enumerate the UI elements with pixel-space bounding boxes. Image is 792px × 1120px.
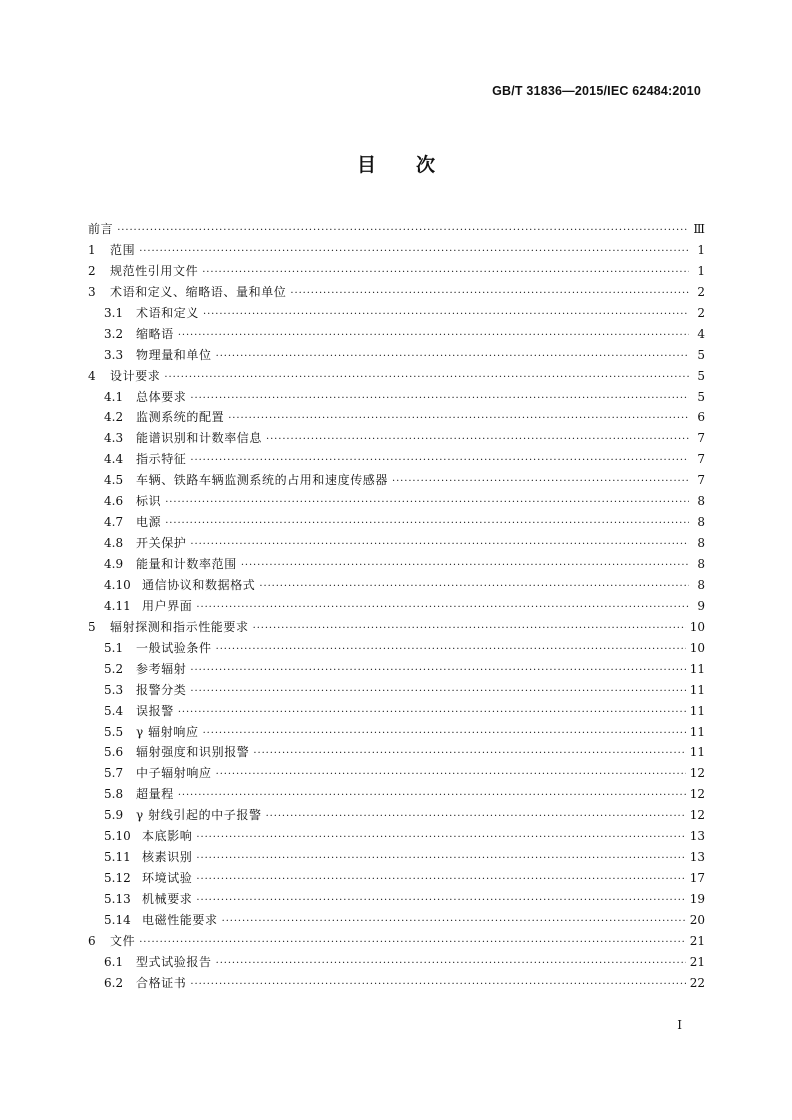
toc-entry-title: 用户界面 [142, 598, 193, 613]
toc-entry-number: 6.2 [104, 975, 124, 990]
toc-entry-title: 开关保护 [136, 536, 187, 551]
toc-entry-page: 5 [697, 389, 705, 404]
toc-entry-page: 4 [697, 326, 705, 341]
toc-entry-title: 术语和定义 [136, 305, 200, 320]
toc-leader-dots [165, 514, 689, 535]
toc-entry-page: 7 [697, 473, 705, 488]
toc-leader-dots [165, 493, 689, 514]
page-title [0, 150, 792, 177]
toc-entry[interactable] [88, 345, 705, 366]
toc-entry[interactable] [88, 575, 705, 596]
toc-entry-page: 8 [697, 515, 705, 530]
toc-entry[interactable] [88, 449, 705, 470]
toc-entry-title: 总体要求 [136, 389, 187, 404]
toc-entry-page: 8 [697, 577, 705, 592]
toc-entry-number: 4.7 [104, 515, 124, 530]
toc-entry-title: 能量和计数率范围 [136, 557, 237, 571]
toc-entry-title: 车辆、铁路车辆监测系统的占用和速度传感器 [136, 473, 389, 488]
toc-leader-dots [190, 535, 689, 556]
toc-entry[interactable] [88, 407, 705, 428]
toc-entry-number: 3.2 [104, 326, 124, 341]
toc-leader-dots [203, 724, 686, 745]
toc-leader-dots [196, 870, 685, 891]
toc-entry-page: Ⅲ [693, 222, 705, 236]
toc-entry-title: 一般试验条件 [136, 640, 212, 655]
toc-entry-page: 8 [697, 536, 705, 551]
toc-entry[interactable] [88, 868, 705, 889]
toc-entry[interactable] [88, 387, 705, 408]
toc-entry-page: 8 [697, 557, 705, 571]
toc-entry-number: 4.9 [104, 557, 124, 571]
toc-entry[interactable] [88, 680, 705, 701]
toc-entry-number: 5.3 [104, 682, 124, 697]
toc-leader-dots [216, 954, 686, 975]
title-char-1: 目 [356, 154, 376, 176]
toc-leader-dots [196, 598, 689, 619]
toc-leader-dots [196, 828, 685, 849]
toc-entry-title: 术语和定义、缩略语、量和单位 [110, 284, 287, 299]
toc-entry-number: 4.10 [104, 577, 131, 592]
toc-entry-number: 4 [88, 368, 96, 383]
toc-entry-title: 规范性引用文件 [110, 263, 199, 278]
toc-entry[interactable] [88, 701, 705, 722]
toc-leader-dots [196, 891, 685, 912]
toc-entry-page: 1 [697, 242, 705, 257]
toc-entry-number: 5.5 [104, 724, 124, 739]
toc-entry[interactable] [88, 784, 705, 805]
toc-leader-dots [203, 305, 689, 326]
toc-entry-number: 5.4 [104, 703, 124, 718]
toc-entry-page: 7 [697, 452, 705, 467]
toc-leader-dots [190, 389, 689, 410]
toc-entry-title: 设计要求 [110, 368, 161, 383]
toc-entry-number: 5.9 [104, 808, 124, 823]
toc-entry-title: 超量程 [136, 787, 174, 802]
toc-entry-title: 核素识别 [142, 850, 193, 865]
toc-entry-title: 合格证书 [136, 975, 187, 990]
toc-entry-title: 前言 [88, 222, 114, 236]
toc-entry[interactable] [88, 512, 705, 533]
toc-entry[interactable] [88, 303, 705, 324]
toc-entry[interactable] [88, 826, 705, 847]
toc-entry-number: 5.6 [104, 745, 124, 760]
toc-entry-number: 5.8 [104, 787, 124, 802]
toc-entry-title: 范围 [110, 242, 136, 257]
toc-entry-title: 辐射探测和指示性能要求 [110, 619, 249, 634]
toc-leader-dots [259, 577, 689, 598]
toc-entry-page: 5 [697, 347, 705, 362]
toc-entry-title: 电源 [136, 515, 162, 530]
toc-leader-dots [241, 556, 689, 577]
toc-entry[interactable] [88, 428, 705, 449]
toc-entry-title: 通信协议和数据格式 [142, 577, 256, 592]
page-number: I [677, 1018, 682, 1032]
toc-entry-page: 11 [689, 661, 705, 676]
toc-entry[interactable] [88, 910, 705, 931]
toc-entry[interactable] [88, 973, 705, 994]
toc-entry[interactable] [88, 240, 705, 261]
toc-entry-page: 11 [689, 724, 705, 739]
toc-leader-dots [117, 221, 689, 242]
toc-entry-page: 11 [689, 703, 705, 718]
toc-entry-number: 4.3 [104, 431, 124, 446]
toc-entry-number: 4.6 [104, 494, 124, 509]
title-char-2: 次 [416, 154, 436, 176]
toc-entry-page: 10 [689, 640, 705, 655]
toc-entry-title: 能谱识别和计数率信息 [136, 431, 263, 446]
toc-entry-page: 7 [697, 431, 705, 446]
toc-entry[interactable] [88, 491, 705, 512]
toc-entry-title: 标识 [136, 494, 162, 509]
toc-entry-page: 10 [689, 619, 705, 634]
toc-entry-number: 4.4 [104, 452, 124, 467]
toc-entry-page: 17 [689, 871, 705, 886]
toc-leader-dots [216, 640, 686, 661]
toc-entry-title: γ 射线引起的中子报警 [136, 808, 262, 823]
toc-entry-title: 物理量和单位 [136, 347, 212, 362]
toc-entry-number: 4.2 [104, 410, 124, 425]
toc-entry-title: 指示特征 [136, 452, 187, 467]
toc-entry-title: 参考辐射 [136, 661, 187, 676]
toc-entry-page: 11 [689, 745, 705, 760]
toc-leader-dots [266, 807, 686, 828]
toc-entry-page: 12 [689, 766, 705, 781]
toc-entry[interactable] [88, 847, 705, 868]
toc-entry-page: 8 [697, 494, 705, 509]
toc-entry-number: 5.12 [104, 871, 131, 886]
toc-entry-page: 9 [697, 598, 705, 613]
toc-entry[interactable] [88, 219, 705, 240]
toc-entry-number: 4.8 [104, 536, 124, 551]
toc-entry[interactable] [88, 366, 705, 387]
toc-leader-dots [139, 242, 689, 263]
toc-entry-number: 3 [88, 284, 96, 299]
toc-entry-title: 文件 [110, 933, 136, 948]
toc-entry-title: 机械要求 [142, 892, 193, 906]
toc-entry-page: 2 [697, 305, 705, 320]
toc-leader-dots [164, 368, 689, 389]
toc-entry[interactable] [88, 596, 705, 617]
toc-entry-number: 6 [88, 933, 96, 948]
toc-leader-dots [178, 786, 686, 807]
toc-entry-page: 21 [689, 954, 705, 969]
toc-entry-page: 2 [697, 284, 705, 299]
toc-leader-dots [228, 409, 689, 430]
toc-leader-dots [290, 284, 689, 305]
toc-entry-page: 21 [689, 933, 705, 948]
toc-entry-page: 19 [689, 892, 705, 906]
toc-entry[interactable] [88, 261, 705, 282]
toc-entry-number: 5.7 [104, 766, 124, 781]
toc-entry-title: 环境试验 [142, 871, 193, 886]
toc-entry-title: 电磁性能要求 [142, 912, 218, 927]
toc-entry-title: 报警分类 [136, 682, 187, 697]
toc-entry[interactable] [88, 722, 705, 743]
toc-entry-number: 6.1 [104, 954, 124, 969]
standard-number: GB/T 31836—2015/IEC 62484:2010 [492, 84, 701, 98]
toc-entry-title: 误报警 [136, 703, 174, 718]
toc-entry-number: 5.11 [104, 850, 131, 865]
toc-entry[interactable] [88, 931, 705, 952]
toc-entry-title: γ 辐射响应 [136, 724, 199, 739]
toc-entry-number: 3.1 [104, 305, 124, 320]
toc-entry-number: 5.1 [104, 640, 124, 655]
toc-entry-number: 5 [88, 619, 96, 634]
toc-leader-dots [190, 682, 685, 703]
toc-entry[interactable] [88, 554, 705, 575]
toc-leader-dots [139, 933, 686, 954]
toc-entry-title: 缩略语 [136, 326, 174, 341]
toc-entry[interactable] [88, 617, 705, 638]
toc-leader-dots [216, 765, 686, 786]
toc-leader-dots [253, 619, 686, 640]
toc-entry[interactable] [88, 282, 705, 303]
toc-entry[interactable] [88, 889, 705, 910]
toc-entry-page: 6 [697, 410, 705, 425]
toc-entry-title: 本底影响 [142, 829, 193, 844]
toc-entry-title: 型式试验报告 [136, 954, 212, 969]
toc-leader-dots [196, 849, 685, 870]
toc-entry-title: 监测系统的配置 [136, 410, 225, 425]
toc-leader-dots [266, 430, 689, 451]
toc-entry[interactable] [88, 638, 705, 659]
toc-entry[interactable] [88, 805, 705, 826]
toc-entry-number: 5.13 [104, 892, 131, 906]
toc-leader-dots [202, 263, 689, 284]
toc-entry[interactable] [88, 533, 705, 554]
toc-entry-page: 1 [697, 263, 705, 278]
toc-entry[interactable] [88, 763, 705, 784]
toc-entry[interactable] [88, 324, 705, 345]
toc-entry-number: 5.14 [104, 912, 131, 927]
toc-entry[interactable] [88, 742, 705, 763]
toc-leader-dots [216, 347, 689, 368]
toc-entry-title: 辐射强度和识别报警 [136, 745, 250, 760]
toc-leader-dots [190, 661, 685, 682]
toc-entry-page: 20 [689, 912, 705, 927]
toc-entry-number: 4.1 [104, 389, 124, 404]
toc-entry-number: 2 [88, 263, 96, 278]
toc-entry-page: 22 [689, 975, 705, 990]
toc-entry-number: 5.10 [104, 829, 131, 844]
toc-entry-number: 4.11 [104, 598, 131, 613]
toc-entry[interactable] [88, 952, 705, 973]
toc-leader-dots [178, 703, 686, 724]
toc-leader-dots [178, 326, 689, 347]
toc-leader-dots [190, 975, 685, 996]
toc-entry-page: 11 [689, 682, 705, 697]
toc-entry-title: 中子辐射响应 [136, 766, 212, 781]
toc-entry-page: 13 [689, 850, 705, 865]
toc-entry-page: 12 [689, 787, 705, 802]
toc-entry-number: 5.2 [104, 661, 124, 676]
table-of-contents [88, 219, 705, 994]
toc-entry-page: 13 [689, 829, 705, 844]
toc-entry-number: 1 [88, 242, 96, 257]
toc-leader-dots [222, 912, 686, 933]
toc-entry[interactable] [88, 659, 705, 680]
toc-leader-dots [392, 472, 689, 493]
toc-entry[interactable] [88, 470, 705, 491]
toc-leader-dots [190, 451, 689, 472]
toc-entry-number: 3.3 [104, 347, 124, 362]
toc-entry-page: 5 [697, 368, 705, 383]
toc-entry-number: 4.5 [104, 473, 124, 488]
toc-entry-page: 12 [689, 808, 705, 823]
toc-leader-dots [253, 744, 685, 765]
